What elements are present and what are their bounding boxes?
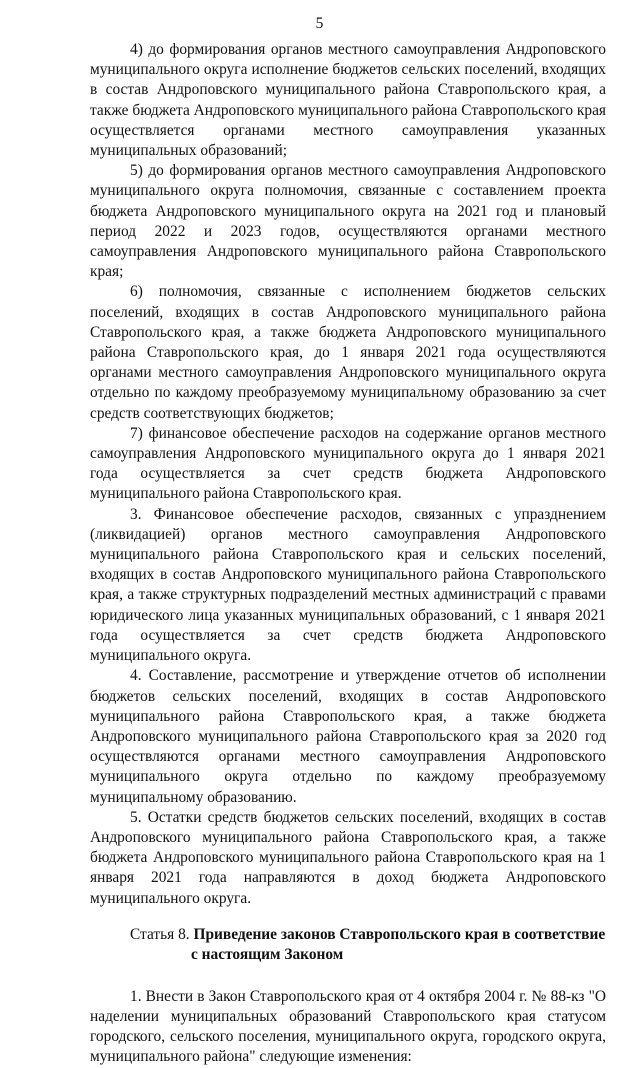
article-title-line2: с настоящим Законом bbox=[191, 945, 344, 963]
paragraph-part-5: 5. Остатки средств бюджетов сельских поселений, входящих в состав Андроповского муниципального района Ставропольского края, а также бюджета Андроповского муниципального района Ставропольского края на 1 января 2021 года направляются в доход бюджета Андроповского муниципального округа. bbox=[90, 808, 606, 907]
article-number: Статья 8. bbox=[130, 925, 190, 943]
paragraph-item-7: 7) финансовое обеспечение расходов на содержание органов местного самоуправления Андроповского муниципального округа до 1 января 2021 года осуществляется за счет средств бюджета Андроповского муниципального района Ставропольского края. bbox=[90, 424, 606, 503]
paragraph-item-6: 6) полномочия, связанные с исполнением бюджетов сельских поселений, входящих в состав Андроповского муниципального района Ставропольского края, а также бюджета Андроповского муниципального района Ставропольского края, до 1 января 2021 года осуществляются органами местного самоуправления Андроповского муниципального округа отдельно по каждому преобразуемому муниципальному образованию за счет средств соответствующих бюджетов; bbox=[90, 283, 606, 422]
paragraph-part-3: 3. Финансовое обеспечение расходов, связанных с упразднением (ликвидацией) органов местного самоуправления Андроповского муниципального района Ставропольского края и сельских поселений, входящих в состав Андроповского муниципального района Ставропольского края, а также структурных подразделений местных администраций с правами юридического лица указанных муниципальных образований, с 1 января 2021 года осуществляется за счет средств бюджета Андроповского муниципального округа. bbox=[90, 505, 606, 665]
paragraph-item-4: 4) до формирования органов местного самоуправления Андроповского муниципального округа исполнение бюджетов сельских поселений, входящих в состав Андроповского муниципального района Ставропольского края, а также бюджета Андроповского муниципального района Ставропольского края осуществляется органами местного самоуправления указанных муниципальных образований; bbox=[90, 41, 606, 160]
document-body bbox=[90, 40, 606, 1068]
paragraph-part-4: 4. Составление, рассмотрение и утверждение отчетов об исполнении бюджетов сельских поселений, входящих в состав Андроповского муниципального района Ставропольского края, а также бюджета Андроповского муниципального района Ставропольского края за 2020 год осуществляются органами местного самоуправления Андроповского муниципального округа отдельно по каждому преобразуемому муниципальному образованию. bbox=[90, 667, 606, 806]
article-heading bbox=[90, 925, 606, 965]
paragraph-article8-part-1: 1. Внести в Закон Ставропольского края от 4 октября 2004 г. № 88-кз "О наделении муниципальных образований Ставропольского края статусом городского, сельского поселения, муниципального округа, городского округа, муниципального района" следующие изменения: bbox=[90, 987, 606, 1066]
page-number: 5 bbox=[315, 15, 324, 32]
paragraph-item-5: 5) до формирования органов местного самоуправления Андроповского муниципального округа полномочия, связанные с составлением проекта бюджета Андроповского муниципального округа на 2021 год и плановый период 2022 и 2023 годов, осуществляются органами местного самоуправления Андроповского муниципального района Ставропольского края; bbox=[90, 162, 606, 281]
article-title-line1: Приведение законов Ставропольского края в соответствие bbox=[193, 925, 606, 943]
